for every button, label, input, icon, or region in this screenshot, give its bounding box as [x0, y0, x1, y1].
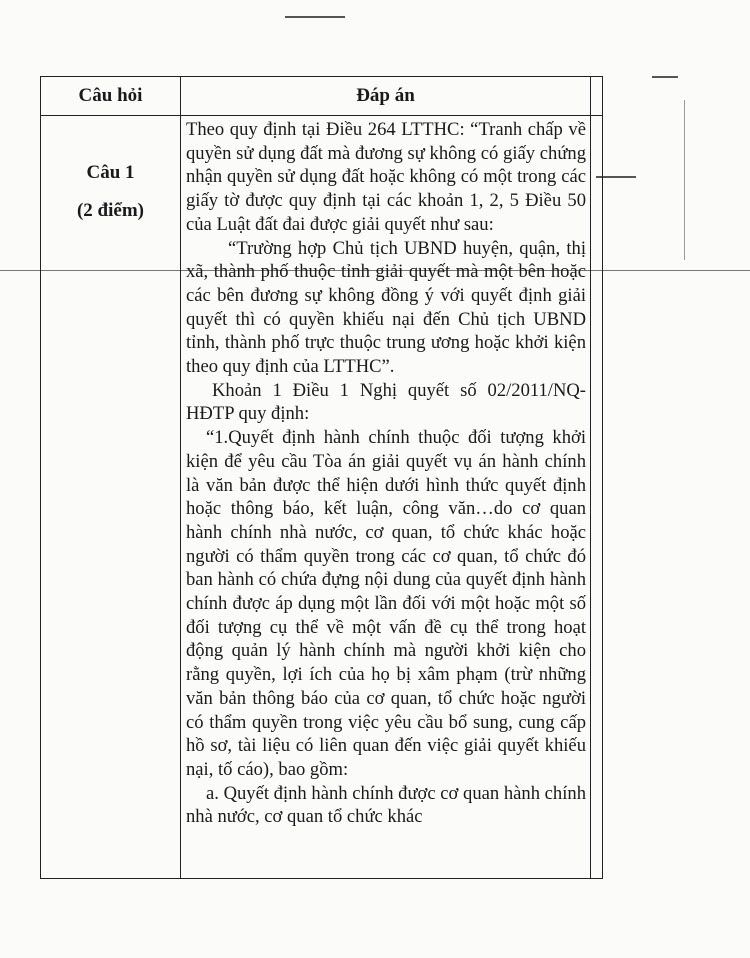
question-answer-table [40, 76, 603, 879]
scan-mark-top [285, 16, 345, 18]
table-row [41, 116, 603, 879]
question-cell [41, 116, 181, 879]
scan-mark-corner [652, 76, 678, 78]
answer-paragraph: “1.Quyết định hành chính thuộc đối tượng khởi kiện để yêu cầu Tòa án giải quyết vụ án hành chính là văn bản được thể hiện dưới hình thức quyết định hoặc thông báo, kết luận, công văn…do cơ quan hành chính nhà nước, cơ quan, tổ chức khác hoặc người có thẩm quyền trong các cơ quan, tổ chức đó ban hành có chứa đựng nội dung của quyết định hành chính được áp dụng một lần đối với một hoặc một số đối tượng cụ thể về một vấn đề cụ thể trong hoạt động quản lý hành chính mà người khởi kiện cho rằng quyền, lợi ích của họ bị xâm phạm (trừ những văn bản thông báo của cơ quan, tổ chức hoặc người có thẩm quyền trong việc yêu cầu bổ sung, cung cấp hồ sơ, tài liệu có liên quan đến việc giải quyết khiếu nại, tố cáo), bao gồm: [186, 427, 586, 780]
answer-cell [181, 116, 591, 879]
empty-cell [591, 116, 603, 879]
answer-paragraph: Khoản 1 Điều 1 Nghị quyết số 02/2011/NQ-HĐTP quy định: [186, 379, 586, 425]
answer-paragraph: “Trường hợp Chủ tịch UBND huyện, quận, thị xã, thành phố thuộc tỉnh giải quyết mà một bên hoặc các bên đương sự không đồng ý với quyết định giải quyết thì có quyền khiếu nại đến Chủ tịch UBND tỉnh, thành phố trực thuộc trung ương hoặc khởi kiện theo quy định của LTTHC”. [186, 237, 586, 378]
header-answer: Đáp án [181, 77, 591, 116]
question-number: Câu 1 [86, 162, 135, 183]
header-question: Câu hỏi [41, 77, 181, 116]
answer-paragraph: a. Quyết định hành chính được cơ quan hành chính nhà nước, cơ quan tổ chức khác [186, 782, 586, 828]
header-empty [591, 77, 603, 116]
bleed-border [684, 100, 685, 260]
answer-paragraph: Theo quy định tại Điều 264 LTTHC: “Tranh chấp về quyền sử dụng đất mà đương sự không có giấy chứng nhận quyền sử dụng đất hoặc không có một trong các giấy tờ được quy định tại các khoản 1, 2, 5 Điều 50 của Luật đất đai được giải quyết như sau: [186, 119, 586, 235]
table-header-row [41, 77, 603, 116]
question-points: (2 điểm) [76, 200, 144, 221]
